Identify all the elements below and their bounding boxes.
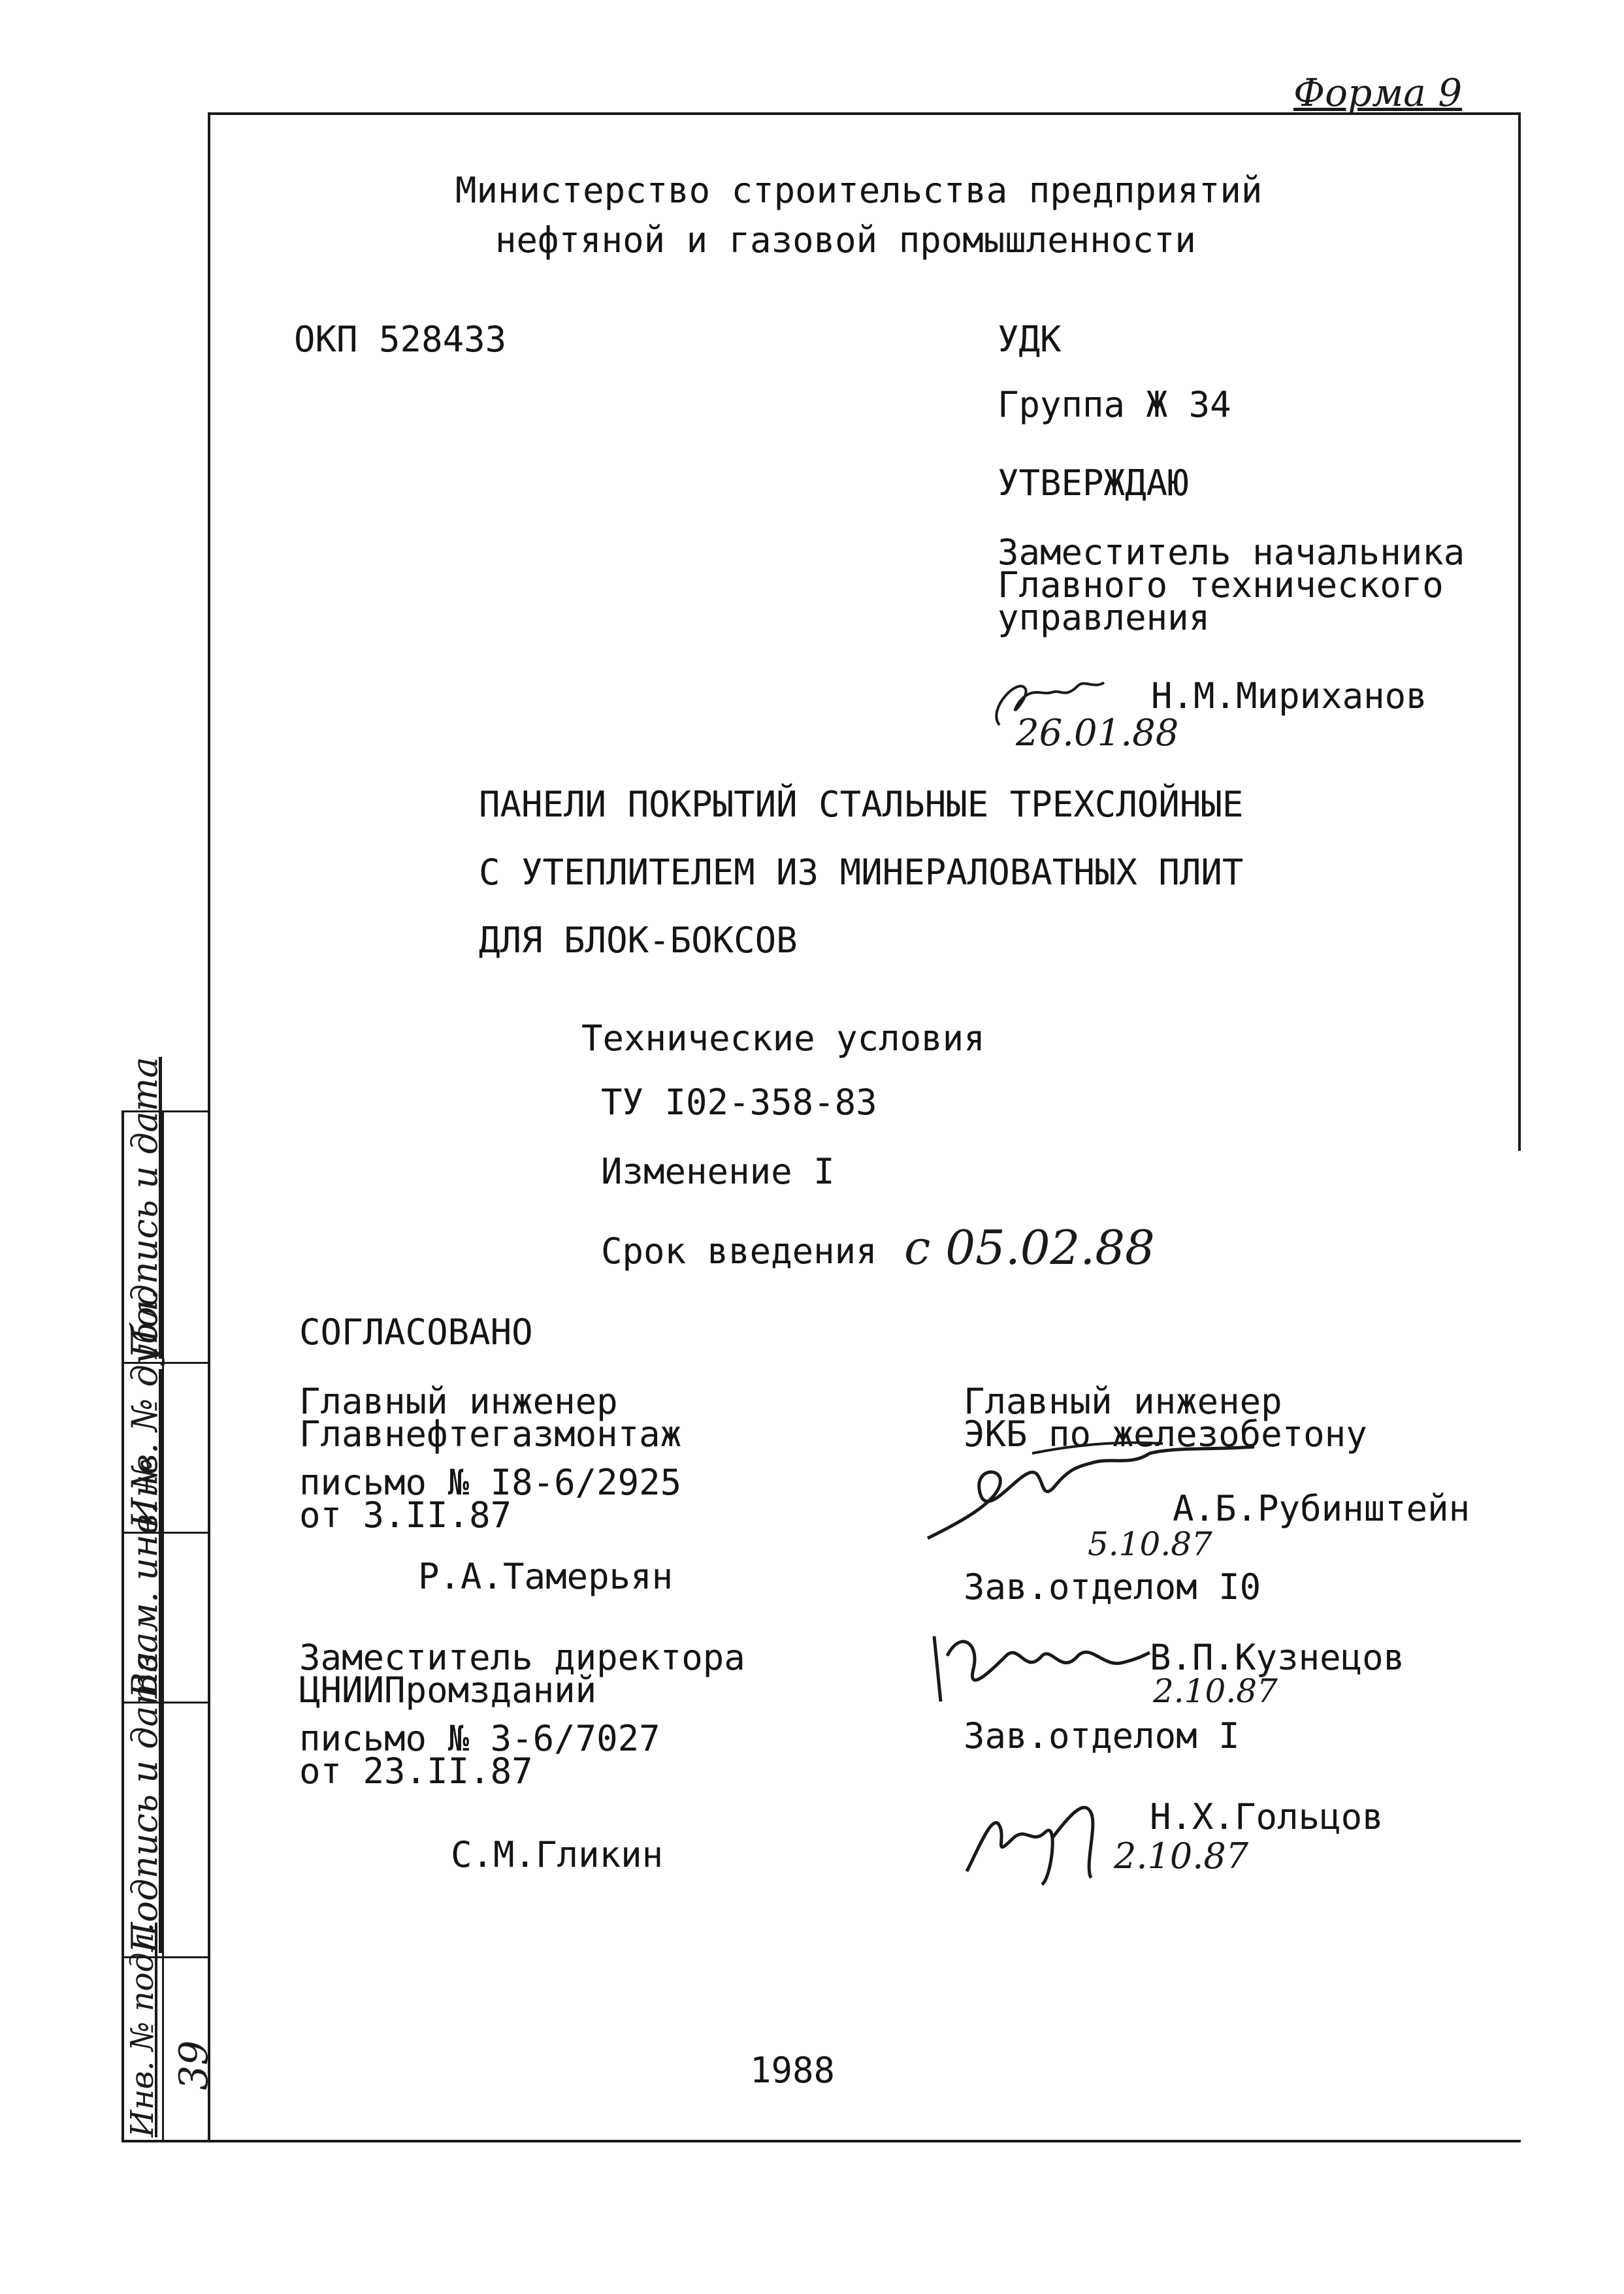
okp-code: ОКП 528433	[294, 319, 507, 360]
udk-label: УДК	[998, 319, 1062, 360]
right1-signature-date: 5.10.87	[1088, 1525, 1212, 1563]
right3-signature-date: 2.10.87	[1114, 1835, 1249, 1877]
ministry-line-2: нефтяной и газовой промышленности	[495, 219, 1196, 261]
left1-position-1: Главный инженер	[299, 1381, 618, 1422]
title-line-2: С УТЕПЛИТЕЛЕМ ИЗ МИНЕРАЛОВАТНЫХ ПЛИТ	[479, 852, 1244, 893]
right3-position: Зав.отделом I	[964, 1715, 1240, 1756]
agreed-heading: СОГЛАСОВАНО	[299, 1312, 533, 1353]
stamp-cell-inv-dupl: Инв. № дубл.	[124, 1289, 165, 1528]
frame-right-line	[1518, 112, 1521, 1151]
stamp-cell-sign-date-2: Подпись и дата	[124, 1651, 165, 1953]
right2-position: Зав.отделом I0	[964, 1566, 1261, 1607]
group-code: Группа Ж 34	[998, 384, 1231, 425]
left1-letter-1: письмо № I8-6/2925	[299, 1462, 682, 1503]
ministry-line-1: Министерство строительства предприятий	[455, 170, 1263, 211]
document-year: 1988	[750, 2050, 836, 2091]
left2-name: С.М.Гликин	[451, 1834, 664, 1875]
stamp-cell-sign-date-1: Подпись и дата	[124, 1057, 165, 1359]
left1-position-2: Главнефтегазмонтаж	[299, 1414, 682, 1455]
right1-name: А.Б.Рубинштейн	[1173, 1488, 1470, 1529]
title-line-1: ПАНЕЛИ ПОКРЫТИЙ СТАЛЬНЫЕ ТРЕХСЛОЙНЫЕ	[479, 784, 1244, 825]
approval-name: Н.М.Мириханов	[1151, 675, 1427, 717]
right1-position-1: Главный инженер	[964, 1381, 1282, 1422]
left2-position-2: ЦНИИПромзданий	[299, 1670, 597, 1711]
spec-intro-date: с 05.02.88	[904, 1220, 1155, 1275]
left1-name: Р.А.Тамерьян	[418, 1556, 674, 1597]
approval-position-3: управления	[998, 597, 1210, 638]
spec-intro-label: Срок введения	[601, 1231, 877, 1272]
left2-letter-2: от 23.II.87	[299, 1751, 533, 1792]
stamp-cell-inv-orig: Инв. № подл.	[124, 1922, 161, 2137]
spec-code: ТУ I02-358-83	[601, 1082, 877, 1123]
left1-letter-2: от 3.II.87	[299, 1494, 512, 1536]
right2-signature-date: 2.10.87	[1153, 1672, 1278, 1710]
right1-position-2: ЭКБ по железобетону	[964, 1414, 1367, 1455]
frame-left-line	[208, 112, 210, 2142]
stamp-inv-number: 39	[171, 2040, 217, 2090]
left2-position-1: Заместитель директора	[299, 1637, 745, 1678]
spec-type: Технические условия	[581, 1018, 985, 1059]
right2-name: В.П.Кузнецов	[1150, 1637, 1405, 1678]
form-label: Форма 9	[1293, 71, 1463, 115]
approval-position-2: Главного технического	[998, 564, 1444, 606]
left2-letter-1: письмо № 3-6/7027	[299, 1718, 660, 1759]
right3-name: Н.Х.Гольцов	[1150, 1796, 1384, 1837]
right2-signature	[921, 1617, 1156, 1721]
spec-change: Изменение I	[601, 1151, 835, 1192]
approval-position-1: Заместитель начальника	[998, 532, 1465, 573]
stamp-cell-replace-inv: Взам. инв. №	[124, 1458, 165, 1698]
title-line-3: ДЛЯ БЛОК-БОКСОВ	[479, 920, 798, 961]
approval-signature-date: 26.01.88	[1016, 712, 1179, 754]
frame-bottom-line	[122, 2140, 1521, 2142]
approval-heading: УТВЕРЖДАЮ	[998, 462, 1189, 504]
